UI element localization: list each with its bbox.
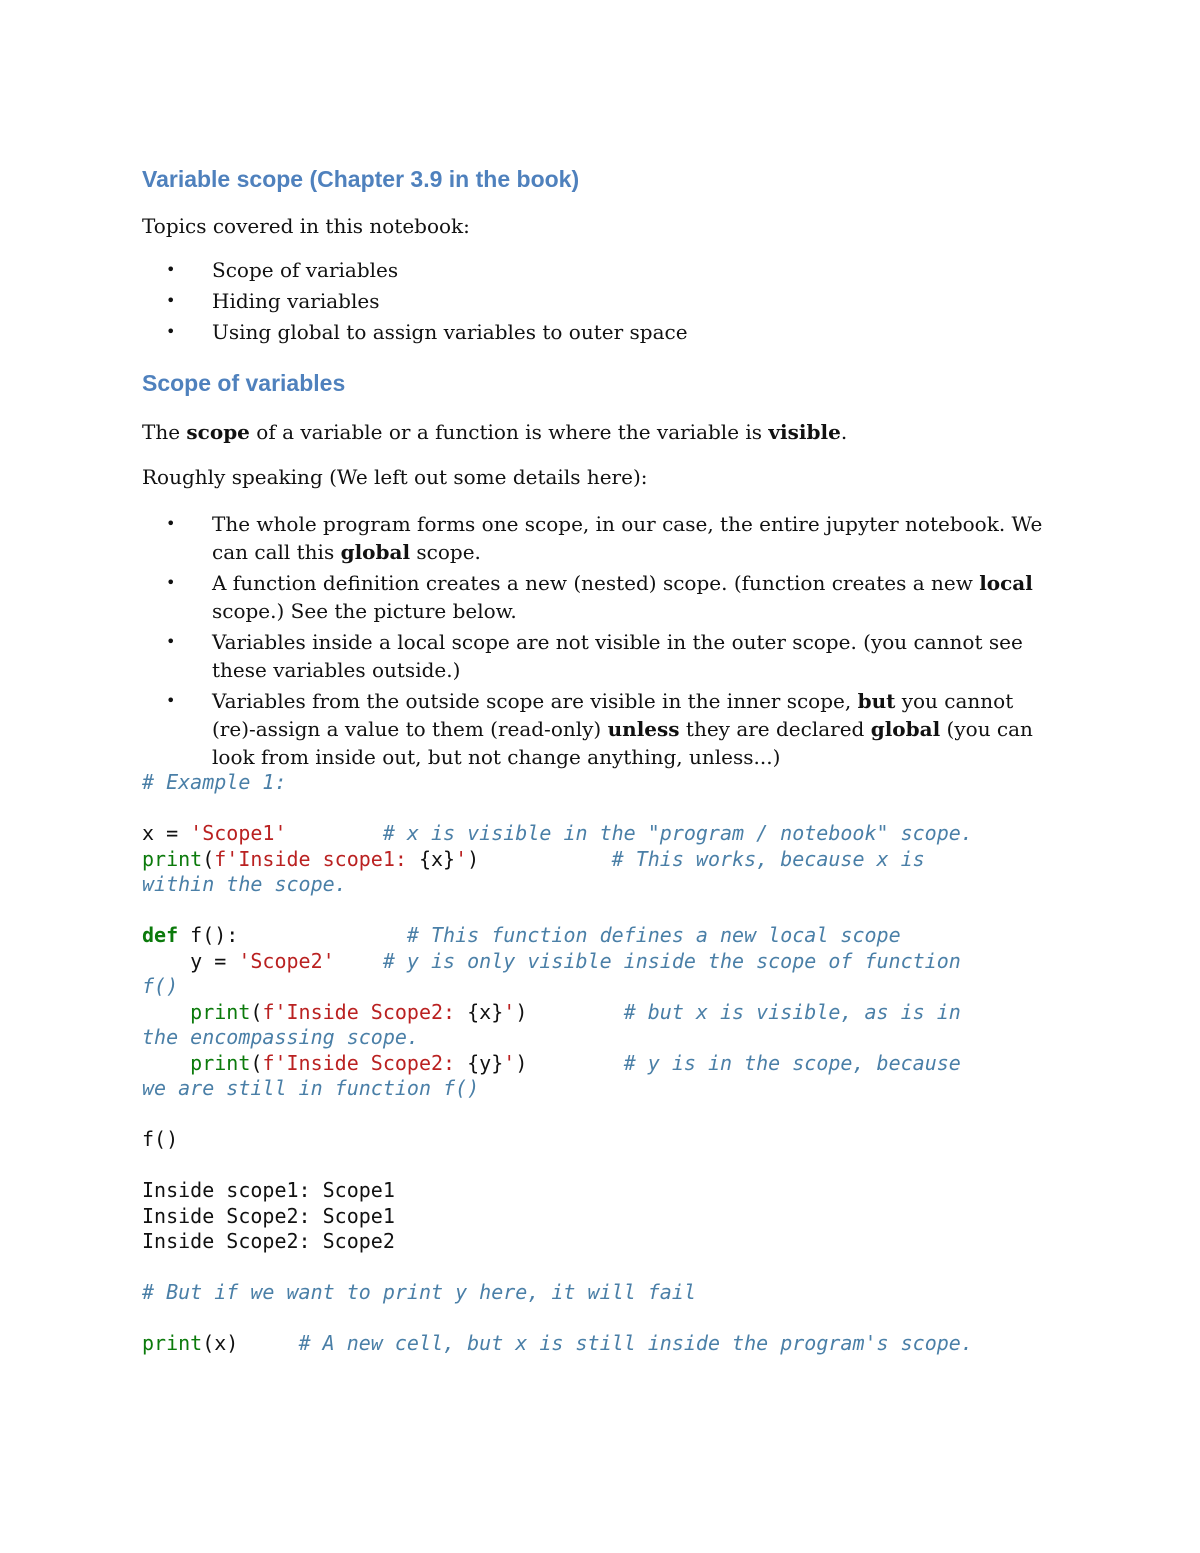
code-space	[142, 1000, 190, 1024]
code-keyword: def	[142, 923, 179, 947]
text-run: Variables inside a local scope are not visible in the outer scope. (you cannot see these variables outside.)	[212, 630, 1023, 682]
bold-term: unless	[607, 717, 680, 741]
list-item: • Using global to assign variables to outer space	[142, 318, 1062, 346]
code-space	[238, 1331, 298, 1355]
code-comment: f()	[142, 974, 179, 998]
code-string: f'Inside Scope2:	[262, 1050, 468, 1075]
code-builtin: print	[190, 1050, 251, 1075]
code-comment: # Example 1:	[142, 770, 287, 794]
code-comment: we are still in function f()	[142, 1076, 480, 1100]
code-space	[238, 923, 407, 947]
bold-term: scope	[186, 420, 250, 444]
code-token: )	[467, 846, 480, 871]
code-block	[142, 770, 973, 1357]
code-output: Inside scope1: Scope1	[142, 1178, 395, 1202]
bold-term: visible	[768, 420, 841, 444]
code-string: '	[503, 999, 516, 1024]
code-comment: # y is only visible inside the scope of function	[382, 948, 961, 973]
list-item	[142, 628, 1052, 684]
code-string: 'Scope2'	[238, 948, 335, 973]
text-run: you cannot (re)-assign a value to them (read-only)	[212, 689, 1014, 741]
text-run: .	[840, 420, 848, 444]
code-string: '	[455, 846, 468, 871]
text-run: (you can look from inside out, but not change anything, unless...)	[212, 717, 1033, 769]
intro-text: Topics covered in this notebook:	[142, 214, 470, 238]
code-string: 'Scope1'	[190, 821, 287, 845]
code-comment: within the scope.	[142, 872, 347, 896]
code-token: (	[250, 999, 263, 1024]
list-item: • Scope of variables	[142, 256, 1062, 284]
code-comment: # This function defines a new local scope	[406, 923, 901, 947]
code-comment: # x is visible in the "program / notebook" scope.	[382, 821, 973, 845]
code-token: x =	[142, 821, 191, 845]
code-comment: # This works, because x is	[611, 846, 925, 871]
list-item	[142, 687, 1052, 771]
bold-term: but	[857, 689, 896, 713]
code-string: f'Inside Scope2:	[262, 999, 468, 1024]
section-title: Scope of variables	[142, 370, 346, 396]
code-space	[142, 1051, 190, 1075]
roughly-text: Roughly speaking (We left out some details here):	[142, 465, 648, 489]
code-comment: # but x is visible, as is in	[623, 999, 961, 1024]
rules-list	[142, 510, 1052, 774]
list-item	[142, 569, 1052, 625]
bold-term: global	[340, 540, 411, 564]
text-run: scope.) See the picture below.	[212, 599, 517, 623]
code-output: Inside Scope2: Scope1	[142, 1203, 395, 1228]
code-comment: the encompassing scope.	[142, 1025, 419, 1049]
code-string: '	[503, 1050, 516, 1075]
code-token: )	[515, 999, 528, 1024]
text-run: scope.	[410, 540, 481, 564]
code-space	[479, 847, 611, 871]
page-title: Variable scope (Chapter 3.9 in the book)	[142, 166, 580, 192]
code-token: (	[202, 846, 215, 871]
text-run: they are declared	[679, 717, 871, 741]
code-space	[527, 1000, 623, 1024]
code-token: )	[515, 1050, 528, 1075]
code-comment: # But if we want to print y here, it will fail	[142, 1280, 696, 1304]
code-token: {x}	[418, 846, 456, 871]
bold-term: global	[870, 717, 941, 741]
code-token: f()	[142, 1127, 179, 1151]
code-token: (	[250, 1050, 263, 1075]
code-space	[527, 1051, 623, 1075]
code-comment: # A new cell, but x is still inside the program's scope.	[298, 1331, 973, 1355]
code-token: f():	[178, 923, 239, 947]
topics-list	[142, 256, 1062, 349]
code-token: {x}	[467, 999, 504, 1024]
code-comment: # y is in the scope, because	[623, 1050, 961, 1075]
code-space	[287, 821, 383, 845]
code-token: {y}	[467, 1050, 504, 1075]
scope-definition	[142, 420, 847, 444]
code-builtin: print	[142, 1331, 203, 1355]
text-run: Variables from the outside scope are visible in the inner scope,	[212, 689, 858, 713]
text-run: The	[142, 420, 187, 444]
text-run: A function definition creates a new (nested) scope. (function creates a new	[212, 571, 980, 595]
code-output: Inside Scope2: Scope2	[142, 1229, 395, 1253]
text-run: The whole program forms one scope, in our case, the entire jupyter notebook. We can call this	[212, 512, 1043, 564]
code-space	[335, 949, 383, 973]
text-run: of a variable or a function is where the variable is	[249, 420, 769, 444]
list-item	[142, 510, 1052, 566]
code-builtin: print	[142, 846, 203, 871]
code-builtin: print	[190, 999, 251, 1024]
bold-term: local	[979, 571, 1033, 595]
code-string: f'Inside scope1:	[214, 846, 419, 871]
code-token: y =	[142, 948, 239, 973]
code-token: (x)	[202, 1331, 239, 1355]
list-item: • Hiding variables	[142, 287, 1062, 315]
